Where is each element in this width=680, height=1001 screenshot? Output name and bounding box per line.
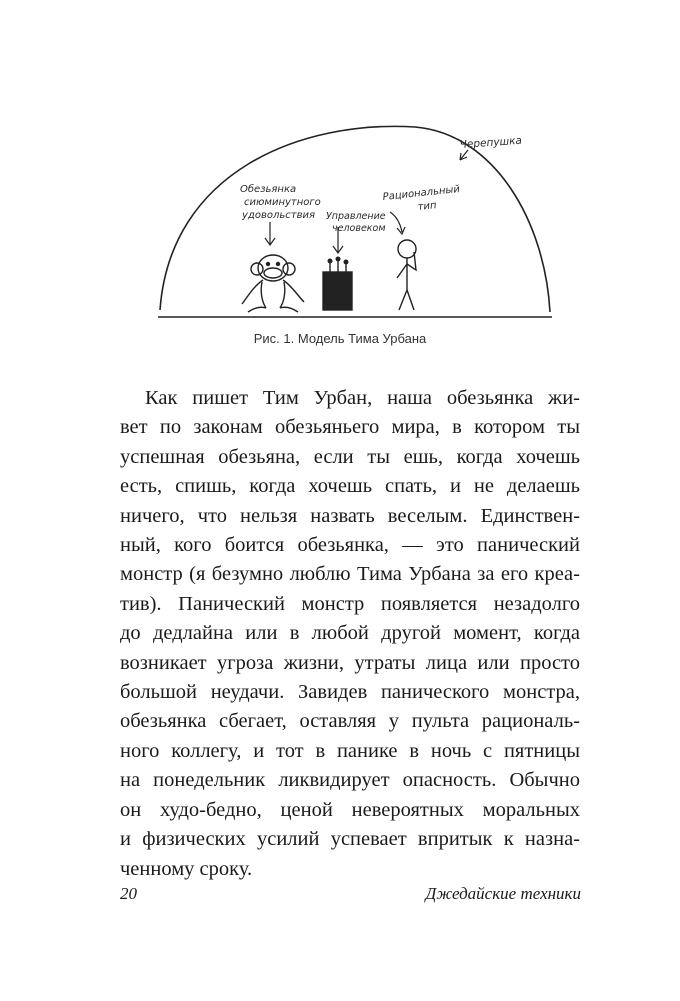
rational-stick-figure [397,240,416,310]
page-number: 20 [120,884,137,903]
text-line: обезьянка сбегает, оставляя у пульта рациональ- [120,710,580,733]
text-line: большой неудачи. Завидев панического монстра, [120,681,580,704]
text-line: ченному сроку. [120,857,253,880]
figure-caption: Рис. 1. Модель Тима Урбана [253,331,427,346]
body-paragraph [120,384,580,884]
urban-model-illustration [150,112,560,327]
text-line: ного коллегу, и тот в панике в ночь с пятницы [120,739,580,762]
monkey-label-line1: Обезьянка [240,184,297,195]
text-line: возникает угроза жизни, утраты лица или просто [120,651,580,674]
skull-arrow [460,150,468,160]
text-line: тив). Панический монстр появляется незадолго [120,592,580,615]
text-line: есть, спишь, когда хочешь спать, и не делаешь [120,475,580,498]
rational-label-line2: тип [417,200,438,213]
control-label-line2: человеком [332,223,386,234]
text-line: и физических усилий успевает впритык к назна- [120,828,580,851]
monkey-label-line2: сиюминутного [244,197,321,208]
monkey-drawing [242,255,304,312]
monkey-label-line3: удовольствия [242,210,315,221]
control-panel-drawing [323,257,352,311]
text-line: он худо-бедно, ценой невероятных моральных [120,798,580,821]
rational-label-line1: Рациональный [382,183,461,203]
text-line: на понедельник ликвидирует опасность. Обычно [120,769,580,792]
text-line: монстр (я безумно люблю Тима Урбана за его креа- [120,563,580,586]
skull-label: Черепушка [459,134,523,151]
control-label-line1: Управление [326,211,386,222]
text-line: ничего, что нельзя назвать веселым. Единствен- [120,504,580,527]
text-line: Как пишет Тим Урбан, наша обезьянка жи- [145,387,580,409]
text-line: до дедлайна или в любой другой момент, когда [120,622,580,645]
text-line: ный, кого боится обезьянка, — это панический [120,534,580,557]
rational-arrow [390,212,402,232]
text-line: успешная обезьяна, если ты ешь, когда хочешь [120,445,580,468]
urban-model-figure [150,112,560,327]
text-line: вет по законам обезьяньего мира, в котором ты [120,416,580,439]
running-title: Джедайские техники [425,884,581,903]
